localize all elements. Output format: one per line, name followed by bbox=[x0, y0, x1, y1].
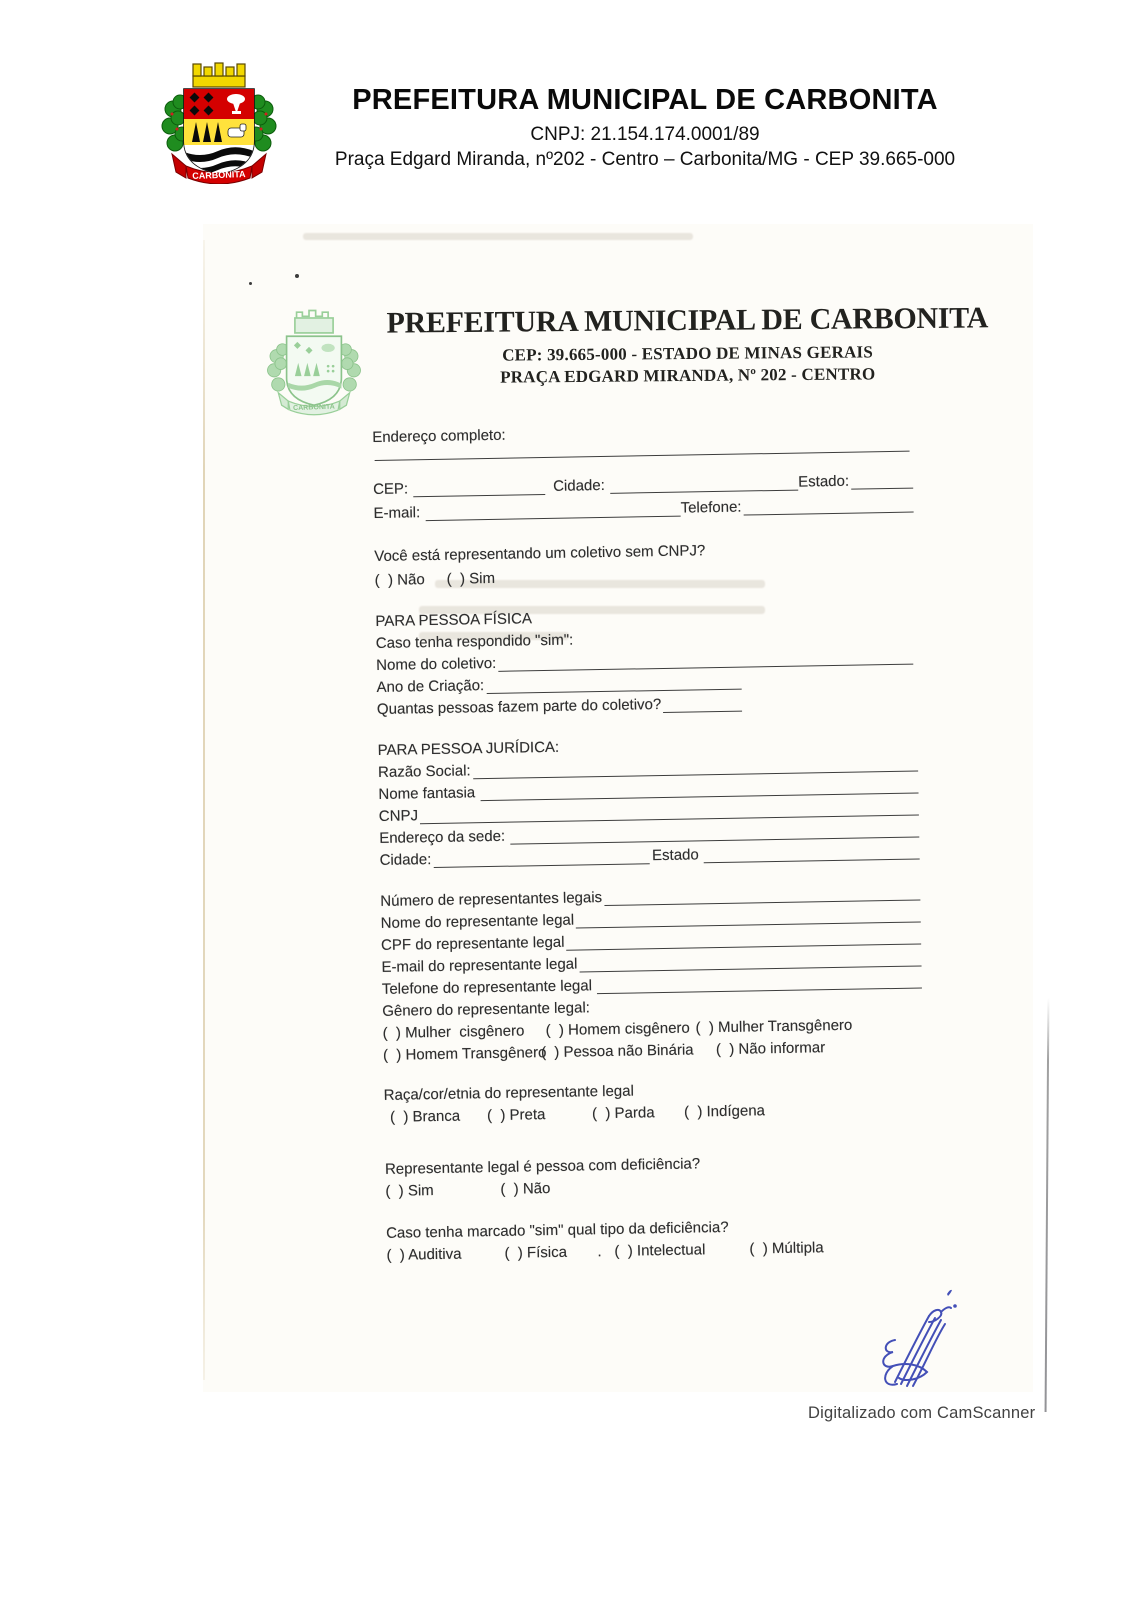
checkbox-mulher-transgenero[interactable]: ( ) Mulher Transgênero bbox=[695, 1016, 853, 1037]
estado-label: Estado: bbox=[798, 472, 850, 491]
checkbox-pessoa-nao-binaria[interactable]: ( ) Pessoa não Binária bbox=[540, 1041, 694, 1062]
bleedthrough-artifact bbox=[303, 233, 693, 240]
checkbox-fisica[interactable]: ( ) Física bbox=[504, 1243, 568, 1262]
estado-sede-input-line[interactable] bbox=[704, 844, 920, 864]
checkbox-intelectual[interactable]: ( ) Intelectual bbox=[614, 1241, 706, 1260]
email-representante-label: E-mail do representante legal bbox=[381, 955, 578, 976]
nome-coletivo-input-line[interactable] bbox=[498, 649, 913, 672]
checkbox-def-sim[interactable]: ( ) Sim bbox=[385, 1182, 434, 1200]
telefone-representante-input-line[interactable] bbox=[597, 972, 922, 994]
cep-input-line[interactable] bbox=[413, 479, 545, 497]
checkbox-sim[interactable]: ( ) Sim bbox=[446, 569, 496, 588]
nome-coletivo-label: Nome do coletivo: bbox=[376, 654, 497, 674]
stray-dot: . bbox=[597, 1243, 602, 1261]
checkbox-auditiva[interactable]: ( ) Auditiva bbox=[386, 1245, 462, 1264]
checkbox-multipla[interactable]: ( ) Múltipla bbox=[749, 1239, 824, 1258]
scan-header-line1: CEP: 39.665-000 - ESTADO DE MINAS GERAIS bbox=[502, 342, 874, 365]
checkbox-parda[interactable]: ( ) Parda bbox=[591, 1104, 655, 1123]
checkbox-branca[interactable]: ( ) Branca bbox=[389, 1107, 461, 1126]
quantas-pessoas-label: Quantas pessoas fazem parte do coletivo? bbox=[376, 695, 662, 718]
telefone-representante-label: Telefone do representante legal bbox=[381, 977, 593, 998]
telefone-input-line[interactable] bbox=[743, 497, 913, 516]
ano-criacao-label: Ano de Criação: bbox=[376, 677, 485, 696]
pessoa-fisica-subtitle: Caso tenha respondido "sim": bbox=[375, 631, 574, 652]
coletivo-question: Você está representando um coletivo sem CNPJ? bbox=[374, 542, 706, 565]
email-input-line[interactable] bbox=[425, 501, 681, 521]
tipo-deficiencia-question: Caso tenha marcado "sim" qual tipo da deficiência? bbox=[385, 1218, 729, 1242]
raca-title: Raça/cor/etnia do representante legal bbox=[383, 1082, 635, 1104]
telefone-label: Telefone: bbox=[680, 498, 742, 517]
camscanner-watermark: Digitalizado com CamScanner bbox=[808, 1404, 1036, 1422]
checkbox-indigena[interactable]: ( ) Indígena bbox=[683, 1102, 766, 1121]
scan-header bbox=[375, 301, 1001, 388]
razao-social-label: Razão Social: bbox=[377, 762, 471, 781]
num-representantes-input-line[interactable] bbox=[604, 885, 920, 907]
email-representante-input-line[interactable] bbox=[579, 950, 921, 972]
checkbox-homem-transgenero[interactable]: ( ) Homem Transgênero bbox=[382, 1044, 547, 1064]
carbonita-coat-of-arms-green-icon bbox=[265, 306, 363, 418]
cidade-sede-label: Cidade: bbox=[379, 851, 432, 869]
num-representantes-label: Número de representantes legais bbox=[380, 889, 603, 910]
speck-artifact bbox=[295, 274, 299, 278]
nome-representante-input-line[interactable] bbox=[576, 907, 921, 929]
checkbox-mulher-cisgenero[interactable]: ( ) Mulher cisgênero bbox=[382, 1022, 525, 1042]
cidade-label: Cidade: bbox=[552, 476, 605, 495]
checkbox-homem-cisgenero[interactable]: ( ) Homem cisgênero bbox=[545, 1019, 690, 1040]
signature-scribble-icon bbox=[875, 1282, 967, 1394]
scan-left-edge bbox=[203, 240, 205, 1380]
checkbox-nao[interactable]: ( ) Não bbox=[374, 571, 425, 589]
cep-label: CEP: bbox=[372, 480, 409, 498]
speck-artifact bbox=[249, 282, 252, 285]
nome-fantasia-label: Nome fantasia bbox=[378, 784, 476, 803]
cpf-representante-label: CPF do representante legal bbox=[380, 933, 565, 954]
endereco-label: Endereço completo: bbox=[372, 426, 506, 446]
pessoa-fisica-title: PARA PESSOA FÍSICA bbox=[375, 610, 533, 630]
letterhead-address: Praça Edgard Miranda, nº202 - Centro – Carbonita/MG - CEP 39.665-000 bbox=[334, 149, 956, 170]
letterhead bbox=[160, 84, 1130, 171]
scan-header-line2: PRAÇA EDGARD MIRANDA, Nº 202 - CENTRO bbox=[500, 364, 876, 387]
endereco-sede-label: Endereço da sede: bbox=[379, 827, 506, 847]
cidade-input-line[interactable] bbox=[610, 475, 799, 494]
letterhead-cnpj: CNPJ: 21.154.174.0001/89 bbox=[530, 124, 760, 145]
scan-form bbox=[372, 414, 947, 1284]
letterhead-title: PREFEITURA MUNICIPAL DE CARBONITA bbox=[352, 84, 938, 116]
scanned-document bbox=[203, 224, 1033, 1392]
scan-title: PREFEITURA MUNICIPAL DE CARBONITA bbox=[386, 301, 989, 340]
checkbox-nao-informar[interactable]: ( ) Não informar bbox=[715, 1039, 826, 1059]
cidade-sede-input-line[interactable] bbox=[433, 848, 649, 868]
pessoa-juridica-title: PARA PESSOA JURÍDICA: bbox=[377, 738, 560, 759]
cnpj-label: CNPJ bbox=[378, 807, 419, 825]
estado-input-line[interactable] bbox=[851, 473, 913, 490]
ano-criacao-input-line[interactable] bbox=[486, 674, 742, 694]
email-label: E-mail: bbox=[373, 504, 421, 522]
deficiencia-question: Representante legal é pessoa com deficiência? bbox=[384, 1155, 701, 1178]
endereco-sede-input-line[interactable] bbox=[510, 822, 919, 845]
checkbox-def-nao[interactable]: ( ) Não bbox=[500, 1180, 551, 1198]
ribbon-text-green: CARBONITA bbox=[292, 403, 335, 413]
nome-representante-label: Nome do representante legal bbox=[380, 911, 575, 932]
estado-sede-label: Estado bbox=[651, 846, 699, 865]
quantas-pessoas-input-line[interactable] bbox=[663, 696, 742, 713]
cpf-representante-input-line[interactable] bbox=[566, 928, 921, 950]
genero-title: Gênero do representante legal: bbox=[382, 999, 591, 1020]
scan-page-edge bbox=[1045, 998, 1049, 1412]
nome-fantasia-input-line[interactable] bbox=[480, 778, 918, 802]
checkbox-preta[interactable]: ( ) Preta bbox=[486, 1106, 546, 1125]
ribbon-text: CARBONITA bbox=[192, 169, 246, 181]
